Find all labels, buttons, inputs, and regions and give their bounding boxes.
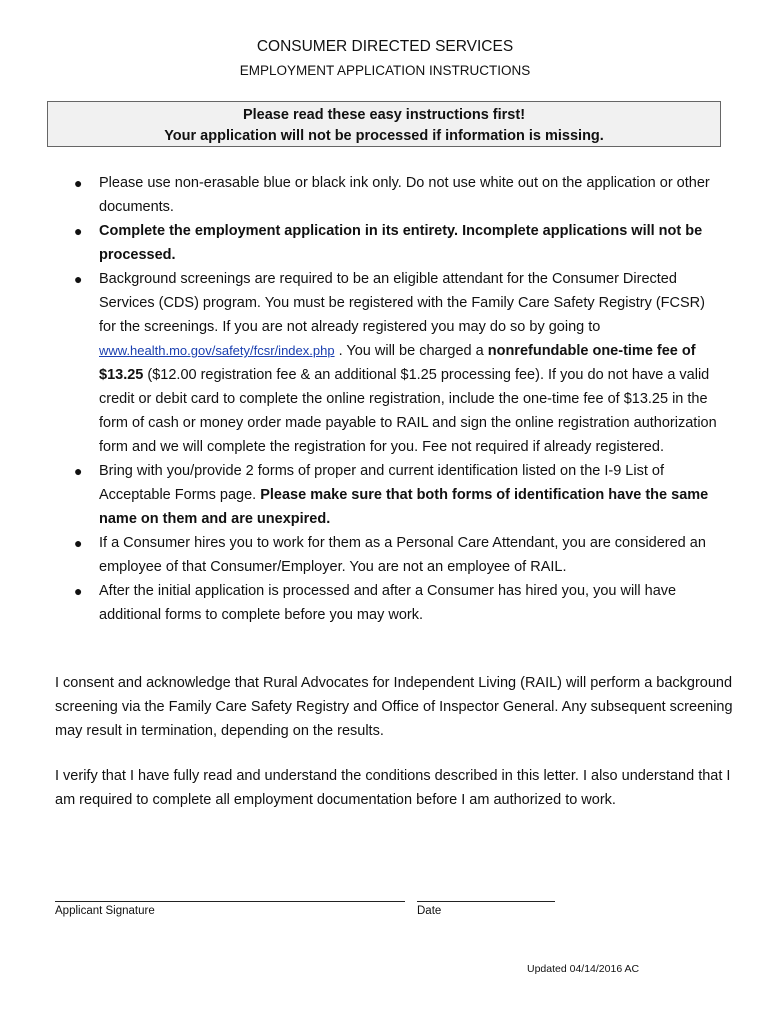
bullet-icon: ●: [74, 583, 83, 599]
instruction-item-background: ● Background screenings are required to be an eligible attendant for the Consumer Directed Services (CDS) program. You must be registered with the Family Care Safety Registry (FCSR) for the screenings. If you are not already registered you may do so by going to www.health.mo.gov/safety/fcsr/index.php . You will be charged a nonrefundable one-time fee of $13.25 ($12.00 registration fee & an additional $1.25 processing fee). If you do not have a valid credit or debit card to complete the online registration, include the one-time fee of $13.25 in the form of cash or money order made payable to RAIL and sign the online registration authorization form and we will complete the registration for you. Fee not required if already registered.: [0, 267, 770, 459]
instruction-item-complete: ● Complete the employment application in its entirety. Incomplete applications will not be processed.: [0, 219, 770, 267]
bullet-icon: ●: [74, 535, 83, 551]
document-subtitle: EMPLOYMENT APPLICATION INSTRUCTIONS: [239, 63, 531, 78]
bullet-icon: ●: [74, 175, 83, 191]
instruction-item-ink: ● Please use non-erasable blue or black ink only. Do not use white out on the application or other documents.: [0, 171, 770, 219]
instruction-item-employer: ● If a Consumer hires you to work for them as a Personal Care Attendant, you are considered an employee of that Consumer/Employer. You are not an employee of RAIL.: [0, 531, 770, 579]
verify-paragraph: I verify that I have fully read and understand the conditions described in this letter. I also understand that I am required to complete all employment documentation before I am authorized to work.: [55, 768, 731, 808]
notice-line-2: Your application will not be processed if information is missing.: [164, 128, 604, 144]
applicant-signature-label: Applicant Signature: [55, 905, 155, 917]
document-title: CONSUMER DIRECTED SERVICES: [256, 38, 514, 55]
consent-paragraph: I consent and acknowledge that Rural Advocates for Independent Living (RAIL) will perform a background screening via the Family Care Safety Registry and Office of Inspector General. Any subsequent screening may result in termination, depending on the results.: [55, 675, 733, 739]
date-label: Date: [417, 905, 442, 917]
updated-footer: Updated 04/14/2016 AC: [527, 963, 640, 975]
instructions-notice-box: [47, 101, 721, 147]
bullet-icon: ●: [74, 271, 83, 287]
bullet-icon: ●: [74, 463, 83, 479]
instruction-list: [0, 171, 770, 627]
instruction-item-identification: ● Bring with you/provide 2 forms of proper and current identification listed on the I-9 List of Acceptable Forms page. Please make sure that both forms of identification have the same name on them and are unexpired.: [0, 459, 770, 531]
applicant-signature-line[interactable]: [55, 901, 405, 902]
notice-line-1: Please read these easy instructions first!: [242, 107, 526, 123]
instruction-item-additional-forms: ● After the initial application is processed and after a Consumer has hired you, you will have additional forms to complete before you may work.: [0, 579, 770, 627]
fcsr-link[interactable]: www.health.mo.gov/safety/fcsr/index.php: [99, 343, 335, 358]
date-line[interactable]: [417, 901, 555, 902]
bullet-icon: ●: [74, 223, 83, 239]
